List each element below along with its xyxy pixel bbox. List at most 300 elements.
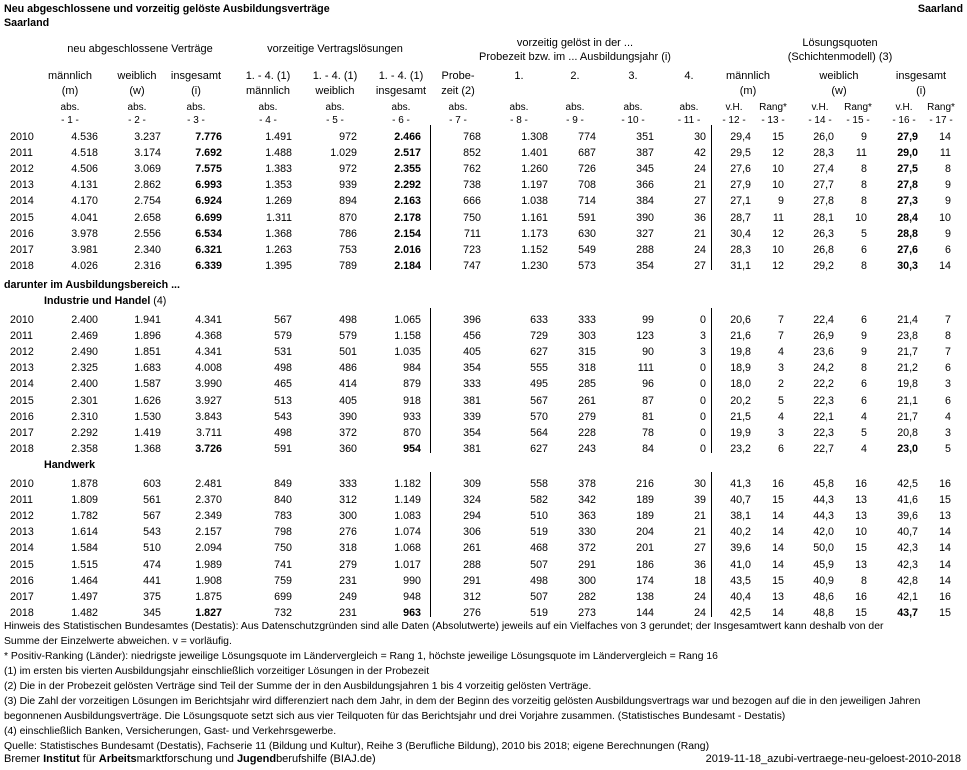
- data-cell: 13: [855, 494, 867, 507]
- year-cell: 2016: [10, 227, 34, 240]
- data-cell: 10: [855, 211, 867, 224]
- data-cell: 507: [530, 558, 548, 571]
- column-unit: abs.: [391, 102, 411, 113]
- year-cell: 2015: [10, 394, 34, 407]
- data-cell: 1.035: [394, 346, 421, 359]
- data-cell: 13: [855, 510, 867, 523]
- data-cell: 29,2: [813, 259, 834, 272]
- footer-org-part: Arbeits: [98, 753, 137, 765]
- data-cell: 21,2: [897, 362, 918, 375]
- data-cell: 14: [939, 542, 951, 555]
- data-cell: 354: [463, 426, 481, 439]
- data-cell: 294: [463, 510, 481, 523]
- data-cell: 201: [636, 542, 654, 555]
- data-cell: 381: [463, 442, 481, 455]
- quote-column-number: - 16 -: [892, 115, 916, 126]
- data-cell: 1.353: [265, 179, 292, 192]
- data-cell: 27,8: [897, 179, 918, 192]
- data-cell: 0: [700, 442, 706, 455]
- data-cell: 1.311: [266, 211, 292, 224]
- data-cell: 291: [463, 574, 481, 587]
- subsection-note-ref: (4): [150, 295, 167, 307]
- year-cell: 2011: [10, 330, 33, 343]
- data-cell: 372: [339, 426, 357, 439]
- data-cell: 6: [861, 378, 867, 391]
- data-cell: 7: [945, 314, 951, 326]
- data-cell: 4.026: [71, 259, 98, 272]
- data-cell: 27,6: [897, 243, 918, 256]
- data-cell: 1.383: [265, 163, 292, 176]
- data-cell: 381: [463, 394, 481, 407]
- data-cell: 243: [578, 442, 596, 455]
- data-cell: 48,8: [813, 606, 834, 619]
- data-cell: 507: [530, 590, 548, 603]
- data-cell: 561: [143, 494, 161, 507]
- data-cell: 29,4: [730, 131, 751, 143]
- data-cell: 468: [530, 542, 548, 555]
- data-cell: 741: [274, 558, 292, 571]
- data-cell: 8: [861, 362, 867, 375]
- data-cell: 879: [403, 378, 421, 391]
- data-cell: 19,9: [730, 426, 751, 439]
- data-cell: 345: [636, 163, 654, 176]
- data-cell: 954: [403, 442, 421, 455]
- data-cell: 6.339: [195, 259, 222, 272]
- data-cell: 2.355: [394, 163, 421, 176]
- year-cell: 2014: [10, 195, 34, 208]
- data-cell: 390: [339, 410, 357, 423]
- data-cell: 315: [578, 346, 596, 359]
- data-cell: 3: [700, 346, 706, 359]
- data-cell: 531: [274, 346, 292, 359]
- data-cell: 564: [530, 426, 548, 439]
- table-row: [0, 442, 967, 457]
- data-cell: 22,3: [813, 394, 834, 407]
- data-cell: 3.843: [195, 410, 222, 423]
- quote-column-header: insgesamt: [895, 70, 947, 82]
- data-cell: 1.401: [521, 147, 548, 160]
- data-cell: 3: [945, 378, 951, 391]
- data-cell: 2.754: [134, 195, 161, 208]
- data-cell: 7.692: [195, 147, 222, 160]
- data-cell: 39,6: [730, 542, 751, 555]
- table-row: [0, 178, 967, 193]
- data-cell: 312: [463, 590, 481, 603]
- data-cell: 15: [939, 606, 951, 619]
- data-cell: 963: [403, 606, 421, 619]
- data-cell: 360: [339, 442, 357, 455]
- data-cell: 228: [578, 426, 596, 439]
- rank-column-number: - 13 -: [761, 115, 785, 126]
- data-cell: 6.993: [195, 179, 222, 192]
- year-cell: 2016: [10, 410, 34, 423]
- data-cell: 8: [861, 574, 867, 587]
- quote-column-header: weiblich: [819, 70, 859, 82]
- data-cell: 384: [636, 195, 654, 208]
- data-cell: 26,9: [813, 330, 834, 343]
- region-label: Saarland: [4, 17, 50, 29]
- year-cell: 2015: [10, 211, 34, 224]
- table-row: [0, 194, 967, 209]
- data-cell: 99: [642, 314, 654, 326]
- column-header: insgesamt: [170, 70, 222, 82]
- table-row: [0, 410, 967, 425]
- data-cell: 2.163: [394, 195, 421, 208]
- data-cell: 87: [642, 394, 654, 407]
- data-cell: 3: [700, 330, 706, 343]
- data-cell: 249: [339, 590, 357, 603]
- data-cell: 4.518: [71, 147, 98, 160]
- column-unit: abs.: [565, 102, 585, 113]
- data-cell: 570: [530, 410, 548, 423]
- year-cell: 2013: [10, 526, 34, 539]
- data-cell: 630: [578, 227, 596, 240]
- data-cell: 12: [772, 259, 784, 272]
- data-cell: 2.154: [394, 227, 421, 240]
- data-cell: 1.989: [195, 558, 222, 571]
- column-header: 2.: [570, 70, 580, 82]
- data-cell: 870: [403, 426, 421, 439]
- data-cell: 1.683: [134, 362, 161, 375]
- data-cell: 2.556: [134, 227, 161, 240]
- data-cell: 0: [700, 362, 706, 375]
- year-cell: 2016: [10, 574, 34, 587]
- data-cell: 2.301: [71, 394, 98, 407]
- data-cell: 6.699: [195, 211, 222, 224]
- data-cell: 513: [274, 394, 292, 407]
- data-cell: 16: [939, 590, 951, 603]
- data-cell: 738: [463, 179, 481, 192]
- data-cell: 918: [403, 394, 421, 407]
- data-cell: 1.368: [134, 442, 161, 455]
- column-unit: abs.: [623, 102, 643, 113]
- data-cell: 14: [772, 526, 784, 539]
- data-cell: 30,3: [897, 259, 918, 272]
- data-cell: 1.068: [394, 542, 421, 555]
- column-unit: abs.: [60, 102, 80, 113]
- data-cell: 14: [772, 542, 784, 555]
- table-row: [0, 130, 967, 145]
- data-cell: 8: [861, 179, 867, 192]
- data-cell: 261: [578, 394, 596, 407]
- column-header-sub: insgesamt: [375, 85, 427, 97]
- group-header-neu: neu abgeschlossene Verträge: [67, 43, 213, 55]
- data-cell: 21,1: [897, 394, 918, 407]
- data-cell: 43,5: [730, 574, 751, 587]
- data-cell: 40,7: [897, 526, 918, 539]
- data-cell: 333: [463, 378, 481, 391]
- year-cell: 2018: [10, 259, 34, 272]
- data-cell: 189: [636, 494, 654, 507]
- data-cell: 21,7: [897, 410, 918, 423]
- group-header-geloest-1: vorzeitig gelöst in der ...: [516, 37, 634, 49]
- data-cell: 474: [143, 558, 161, 571]
- data-cell: 29,5: [730, 147, 751, 160]
- subsection-title: Industrie und Handel: [44, 295, 151, 307]
- data-cell: 2.490: [71, 346, 98, 359]
- data-cell: 14: [772, 606, 784, 619]
- data-cell: 708: [578, 179, 596, 192]
- data-cell: 711: [463, 227, 481, 240]
- table-row: [0, 558, 967, 573]
- table-row: [0, 329, 967, 344]
- data-cell: 1.809: [71, 494, 98, 507]
- table-row: [0, 574, 967, 589]
- data-cell: 1.464: [71, 574, 98, 587]
- data-cell: 42,8: [897, 574, 918, 587]
- data-cell: 14: [772, 558, 784, 571]
- data-cell: 2.481: [195, 478, 222, 490]
- data-cell: 342: [578, 494, 596, 507]
- data-cell: 6: [778, 442, 784, 455]
- quote-column-header: männlich: [725, 70, 771, 82]
- data-cell: 726: [578, 163, 596, 176]
- data-cell: 45,8: [813, 478, 834, 490]
- data-cell: 44,3: [813, 494, 834, 507]
- data-cell: 1.827: [195, 606, 222, 619]
- data-cell: 543: [274, 410, 292, 423]
- data-cell: 40,7: [730, 494, 751, 507]
- data-cell: 40,9: [813, 574, 834, 587]
- data-cell: 441: [143, 574, 161, 587]
- data-cell: 333: [578, 314, 596, 326]
- data-cell: 375: [143, 590, 161, 603]
- data-cell: 9: [945, 179, 951, 192]
- data-cell: 396: [463, 314, 481, 326]
- data-cell: 6: [945, 394, 951, 407]
- data-cell: 774: [578, 131, 596, 143]
- data-cell: 972: [339, 131, 357, 143]
- data-cell: 1.497: [71, 590, 98, 603]
- data-cell: 4.041: [71, 211, 98, 224]
- data-cell: 11: [772, 211, 784, 224]
- data-cell: 1.230: [521, 259, 548, 272]
- data-cell: 5: [861, 227, 867, 240]
- data-cell: 27,5: [897, 163, 918, 176]
- data-cell: 11: [939, 147, 951, 160]
- data-cell: 1.782: [71, 510, 98, 523]
- data-cell: 276: [463, 606, 481, 619]
- data-cell: 28,7: [730, 211, 751, 224]
- data-cell: 5: [778, 394, 784, 407]
- footer-org-part: Institut: [43, 753, 80, 765]
- data-cell: 10: [939, 211, 951, 224]
- data-cell: 15: [772, 131, 784, 143]
- data-cell: 363: [578, 510, 596, 523]
- data-cell: 2.316: [134, 259, 161, 272]
- data-cell: 4.008: [195, 362, 222, 375]
- data-cell: 591: [578, 211, 596, 224]
- data-cell: 405: [339, 394, 357, 407]
- column-number: - 3 -: [187, 115, 205, 126]
- data-cell: 31,1: [730, 259, 751, 272]
- footer-org-part: marktforschung und: [136, 753, 237, 765]
- data-cell: 351: [636, 131, 654, 143]
- group-header-vorzeitig: vorzeitige Vertragslösungen: [267, 43, 403, 55]
- data-cell: 9: [945, 227, 951, 240]
- data-cell: 81: [642, 410, 654, 423]
- data-cell: 1.263: [265, 243, 292, 256]
- column-number: - 6 -: [392, 115, 410, 126]
- data-cell: 3.174: [134, 147, 161, 160]
- data-cell: 40,2: [730, 526, 751, 539]
- year-cell: 2014: [10, 542, 34, 555]
- column-header-sub: männlich: [245, 85, 291, 97]
- data-cell: 14: [939, 259, 951, 272]
- table-row: [0, 590, 967, 605]
- data-cell: 1.614: [71, 526, 98, 539]
- subsection-label: [44, 459, 95, 471]
- column-number: - 1 -: [61, 115, 79, 126]
- data-cell: 495: [530, 378, 548, 391]
- data-cell: 627: [530, 442, 548, 455]
- data-cell: 7: [778, 314, 784, 326]
- data-cell: 3.237: [134, 131, 161, 143]
- data-cell: 3: [778, 362, 784, 375]
- column-header-sub: (m): [61, 85, 79, 97]
- data-cell: 1.878: [71, 478, 98, 490]
- data-cell: 11: [855, 147, 867, 160]
- data-cell: 1.308: [521, 131, 548, 143]
- table-row: [0, 313, 967, 328]
- data-cell: 558: [530, 478, 548, 490]
- data-cell: 30,4: [730, 227, 751, 240]
- data-cell: 4.536: [71, 131, 98, 143]
- data-cell: 36: [694, 558, 706, 571]
- data-cell: 699: [274, 590, 292, 603]
- table-row: [0, 541, 967, 556]
- year-cell: 2010: [10, 314, 34, 326]
- data-cell: 2.370: [195, 494, 222, 507]
- data-cell: 14: [939, 558, 951, 571]
- footer-file: 2019-11-18_azubi-vertraege-neu-geloest-2010-2018: [705, 753, 961, 765]
- data-cell: 3.726: [195, 442, 222, 455]
- data-cell: 14: [939, 131, 951, 143]
- footnote-line: (4) einschließlich Banken, Versicherungen, Gast- und Verkehrsgewerbe.: [4, 726, 337, 738]
- data-cell: 579: [339, 330, 357, 343]
- year-cell: 2012: [10, 510, 34, 523]
- data-cell: 4.170: [71, 195, 98, 208]
- data-cell: 2.466: [394, 131, 421, 143]
- data-cell: 3.981: [71, 243, 98, 256]
- data-cell: 573: [578, 259, 596, 272]
- data-cell: 285: [578, 378, 596, 391]
- data-cell: 28,8: [897, 227, 918, 240]
- data-cell: 405: [463, 346, 481, 359]
- data-cell: 4.368: [195, 330, 222, 343]
- data-cell: 768: [463, 131, 481, 143]
- year-cell: 2011: [10, 147, 33, 160]
- data-cell: 939: [339, 179, 357, 192]
- data-cell: 498: [530, 574, 548, 587]
- data-cell: 783: [274, 510, 292, 523]
- year-cell: 2017: [10, 243, 34, 256]
- table-row: [0, 477, 967, 492]
- data-cell: 41,3: [730, 478, 751, 490]
- data-cell: 27,9: [897, 131, 918, 143]
- data-cell: 849: [274, 478, 292, 490]
- region-label-right: Saarland: [917, 3, 963, 15]
- quote-column-header-sub: (m): [739, 85, 757, 97]
- data-cell: 4: [861, 410, 867, 423]
- data-cell: 279: [578, 410, 596, 423]
- data-cell: 27,3: [897, 195, 918, 208]
- data-cell: 7: [778, 330, 784, 343]
- table-row: [0, 525, 967, 540]
- data-cell: 306: [463, 526, 481, 539]
- data-cell: 519: [530, 526, 548, 539]
- data-cell: 8: [861, 195, 867, 208]
- data-cell: 1.017: [394, 558, 421, 571]
- data-cell: 723: [463, 243, 481, 256]
- data-cell: 231: [339, 574, 357, 587]
- data-cell: 27: [694, 542, 706, 555]
- data-cell: 41,6: [897, 494, 918, 507]
- data-cell: 15: [772, 574, 784, 587]
- data-cell: 5: [861, 426, 867, 439]
- data-cell: 288: [636, 243, 654, 256]
- column-number: - 9 -: [566, 115, 584, 126]
- rank-column-number: - 15 -: [846, 115, 870, 126]
- data-cell: 26,0: [813, 131, 834, 143]
- data-cell: 20,8: [897, 426, 918, 439]
- column-header-sub: weiblich: [315, 85, 355, 97]
- footnote-line: * Positiv-Ranking (Länder): niedrigste jeweilige Lösungsquote im Ländervergleich = Rang 1, höchste jeweilige Lösungsquote im Ländervergleich = Rang 16: [4, 651, 718, 663]
- data-cell: 747: [463, 259, 481, 272]
- data-cell: 7.776: [195, 131, 222, 143]
- data-cell: 2.349: [195, 510, 222, 523]
- data-cell: 38,1: [730, 510, 751, 523]
- quote-column-header-sub: (w): [831, 85, 847, 97]
- data-cell: 1.260: [521, 163, 548, 176]
- data-cell: 1.419: [134, 426, 161, 439]
- data-cell: 762: [463, 163, 481, 176]
- data-cell: 1.482: [71, 606, 98, 619]
- data-cell: 216: [636, 478, 654, 490]
- data-cell: 39: [694, 494, 706, 507]
- data-cell: 333: [339, 478, 357, 490]
- data-cell: 2.400: [71, 378, 98, 391]
- year-cell: 2018: [10, 606, 34, 619]
- data-cell: 2.340: [134, 243, 161, 256]
- data-cell: 852: [463, 147, 481, 160]
- data-cell: 1.368: [265, 227, 292, 240]
- data-cell: 3: [945, 426, 951, 439]
- data-cell: 387: [636, 147, 654, 160]
- column-header: männlich: [47, 70, 93, 82]
- data-cell: 27,9: [730, 179, 751, 192]
- year-cell: 2011: [10, 494, 33, 507]
- data-cell: 42,5: [897, 478, 918, 490]
- data-cell: 0: [700, 314, 706, 326]
- column-header: 1. - 4. (1): [245, 70, 291, 82]
- data-cell: 582: [530, 494, 548, 507]
- data-cell: 24: [694, 163, 706, 176]
- data-cell: 261: [463, 542, 481, 555]
- data-cell: 8: [861, 259, 867, 272]
- footer-org-part: berufshilfe (BIAJ.de): [276, 753, 376, 765]
- data-cell: 9: [945, 195, 951, 208]
- data-cell: 6: [861, 394, 867, 407]
- data-cell: 633: [530, 314, 548, 326]
- data-cell: 753: [339, 243, 357, 256]
- data-cell: 798: [274, 526, 292, 539]
- data-cell: 1.065: [394, 314, 421, 326]
- data-cell: 12: [772, 227, 784, 240]
- data-cell: 3.711: [196, 426, 222, 439]
- data-cell: 498: [339, 314, 357, 326]
- data-cell: 4: [945, 410, 951, 423]
